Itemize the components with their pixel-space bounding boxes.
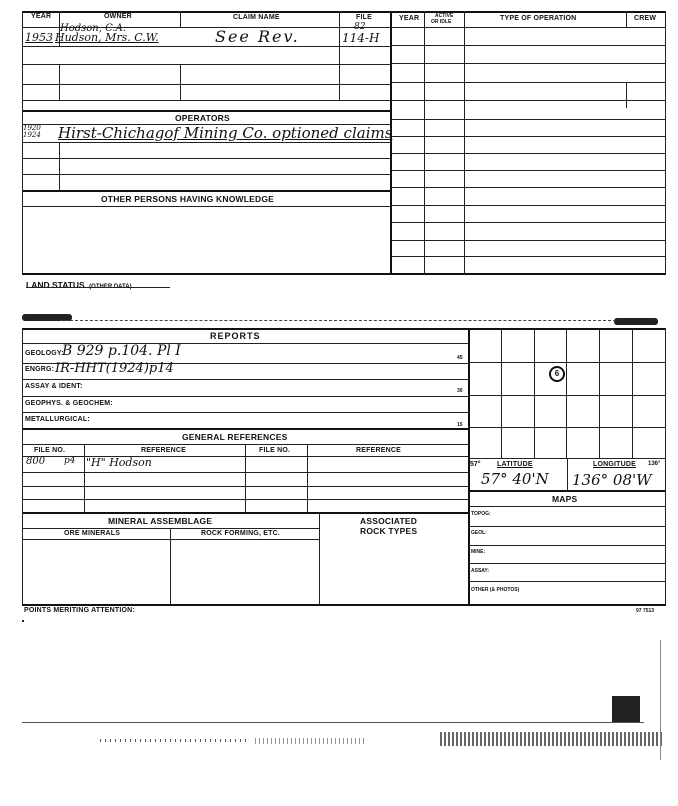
bottom-right-border	[665, 328, 666, 604]
scan-noise	[100, 739, 250, 742]
scan-block	[612, 696, 640, 722]
latitude-label: LATITUDE	[497, 461, 533, 468]
claim-name-header: CLAIM NAME	[233, 14, 280, 21]
grid-col	[534, 330, 535, 458]
num-30: 30	[457, 388, 463, 394]
scan-smudge	[614, 318, 658, 325]
right-border	[665, 11, 666, 273]
mineral-top-rule	[22, 512, 468, 514]
col-rule	[424, 11, 425, 273]
mineral-title: MINERAL ASSEMBLAGE	[108, 516, 213, 526]
row-rule	[22, 174, 390, 175]
general-refs-top-rule	[22, 428, 468, 430]
col-rule	[464, 11, 465, 273]
ref-col-rule	[84, 444, 85, 512]
maps-other: OTHER (& PHOTOS)	[471, 587, 520, 593]
operator-year-a: 1920	[23, 124, 41, 132]
latlon-divider	[567, 458, 568, 490]
file-handwritten-2: 114-H	[342, 31, 380, 45]
general-refs-title: GENERAL REFERENCES	[182, 432, 288, 442]
right-row-rule	[392, 45, 666, 46]
row-rule	[22, 142, 390, 143]
mineral-col-rule	[170, 528, 171, 604]
other-persons-title: OTHER PERSONS HAVING KNOWLEDGE	[101, 194, 275, 204]
file-no-header-2: FILE NO.	[259, 447, 291, 454]
mineral-col-rule	[319, 512, 320, 604]
grid-col	[599, 330, 600, 458]
operators-top-rule	[22, 110, 390, 112]
file-header: FILE	[356, 14, 372, 21]
col-rule	[339, 27, 340, 100]
ref-col-rule	[307, 444, 308, 512]
maps-title: MAPS	[552, 494, 578, 504]
land-status-heading	[26, 275, 132, 293]
points-title: POINTS MERITING ATTENTION:	[24, 607, 135, 614]
maps-header-rule	[468, 506, 665, 507]
ref-row1-file: 800	[26, 456, 46, 467]
scan-noise	[255, 738, 365, 744]
year-header: YEAR	[31, 13, 52, 20]
maps-top-rule	[468, 490, 665, 492]
right-row-rule	[392, 240, 666, 241]
dashed-scan-line	[60, 320, 616, 321]
right-row-rule	[392, 136, 666, 137]
grid-col	[632, 330, 633, 458]
operator-handwritten: Hirst-Chichagof Mining Co. optioned claims	[58, 124, 393, 142]
maps-row-rule	[468, 545, 665, 546]
latitude-handwritten: 57° 40'N	[481, 470, 549, 488]
idle-header: OR IDLE	[431, 19, 452, 25]
col-rule	[180, 64, 181, 100]
assay-label: ASSAY & IDENT:	[25, 383, 83, 390]
col-rule	[59, 142, 60, 190]
geology-handwritten: B 929 p.104. Pl I	[62, 343, 181, 359]
geology-label: GEOLOGY:	[25, 350, 64, 357]
metallurgical-label: METALLURGICAL:	[25, 416, 90, 423]
crew-header: CREW	[634, 15, 657, 22]
right-row-rule	[392, 153, 666, 154]
left-border	[22, 11, 23, 273]
maps-row-rule	[468, 581, 665, 582]
right-row-rule	[392, 256, 666, 257]
form-number: 97 7513	[636, 608, 655, 614]
maps-geol: GEOL:	[471, 530, 487, 536]
other-persons-header-rule	[22, 206, 390, 207]
reports-title: REPORTS	[210, 331, 261, 341]
file-handwritten-1: 82	[354, 22, 366, 32]
col-rule	[339, 11, 340, 27]
associated-header-2: ROCK TYPES	[360, 526, 418, 536]
longitude-label: LONGITUDE	[593, 461, 637, 468]
scan-line	[22, 722, 644, 723]
type-of-operation-header: TYPE OF OPERATION	[500, 15, 577, 22]
owner-year-handwritten: 1953	[25, 31, 53, 44]
engrg-handwritten: IR-HHT(1924)p14	[55, 361, 174, 376]
rock-forming-header: ROCK FORMING, ETC.	[201, 530, 281, 537]
active-header: ACTIVE	[435, 13, 454, 19]
bottom-section-border	[22, 604, 666, 606]
row-rule	[22, 64, 390, 65]
grid-col	[566, 330, 567, 458]
row-rule	[22, 396, 468, 397]
operator-year-b: 1924	[23, 131, 41, 139]
other-persons-top-rule	[22, 190, 390, 192]
file-no-header-1: FILE NO.	[34, 447, 66, 454]
center-divider	[390, 11, 392, 273]
owner-header: OWNER	[104, 13, 132, 20]
land-status-subtitle: (OTHER DATA)	[89, 284, 132, 290]
right-row-rule	[392, 100, 666, 101]
row-rule	[22, 379, 468, 380]
row-rule	[22, 100, 390, 101]
ref-col-rule	[245, 444, 246, 512]
row-rule	[22, 84, 390, 85]
grid-row	[468, 362, 665, 363]
associated-header-1: ASSOCIATED	[360, 516, 418, 526]
right-row-rule	[392, 63, 666, 64]
row-rule	[22, 412, 468, 413]
scan-speck	[22, 620, 24, 622]
row-rule	[22, 46, 390, 47]
operators-title: OPERATORS	[175, 113, 230, 123]
grid-col	[501, 330, 502, 458]
owner-handwritten-2: Hudson, Mrs. C.W.	[55, 31, 159, 44]
num-15: 15	[457, 422, 463, 428]
right-row-rule	[392, 222, 666, 223]
reports-top-border	[22, 328, 666, 330]
engrg-label: ENGRG:	[25, 366, 55, 373]
row-rule	[22, 158, 390, 159]
land-status-title: LAND STATUS	[26, 280, 85, 290]
year2-header: YEAR	[399, 15, 420, 22]
right-row-rule	[392, 187, 666, 188]
grid-row	[468, 427, 665, 428]
reference-header-1: REFERENCE	[141, 447, 186, 454]
maps-assay: ASSAY:	[471, 568, 490, 574]
ref-row1-reference: "H" Hodson	[86, 456, 152, 469]
lon-suffix: 136°	[648, 461, 661, 467]
grid-row	[468, 395, 665, 396]
ref-row1-page: p4	[64, 456, 76, 466]
geophys-label: GEOPHYS. & GEOCHEM:	[25, 400, 113, 407]
col-rule	[59, 64, 60, 100]
maps-row-rule	[468, 526, 665, 527]
ore-minerals-header: ORE MINERALS	[64, 530, 121, 537]
col-rule	[626, 11, 627, 27]
longitude-handwritten: 136° 08'W	[572, 471, 652, 489]
owner-handwritten-1: Hodson, C.A.	[60, 23, 126, 34]
right-row-rule	[392, 82, 666, 83]
scan-speck	[660, 640, 661, 760]
num-45: 45	[457, 355, 463, 361]
bottom-left-border	[22, 328, 23, 604]
col-rule	[180, 11, 181, 27]
right-row-rule	[392, 119, 666, 120]
col-rule	[626, 82, 627, 108]
maps-row-rule	[468, 563, 665, 564]
maps-topog: TOPOG:	[471, 511, 491, 517]
maps-mine: MINE:	[471, 549, 486, 555]
lat-prefix: 57°	[470, 461, 481, 468]
scan-noise	[440, 732, 662, 746]
claim-handwritten: See Rev.	[215, 27, 300, 46]
right-row-rule	[392, 205, 666, 206]
right-row-rule	[392, 170, 666, 171]
location-circle-marker: 6	[549, 366, 565, 382]
land-status-underline	[26, 287, 170, 288]
reference-header-2: REFERENCE	[356, 447, 401, 454]
